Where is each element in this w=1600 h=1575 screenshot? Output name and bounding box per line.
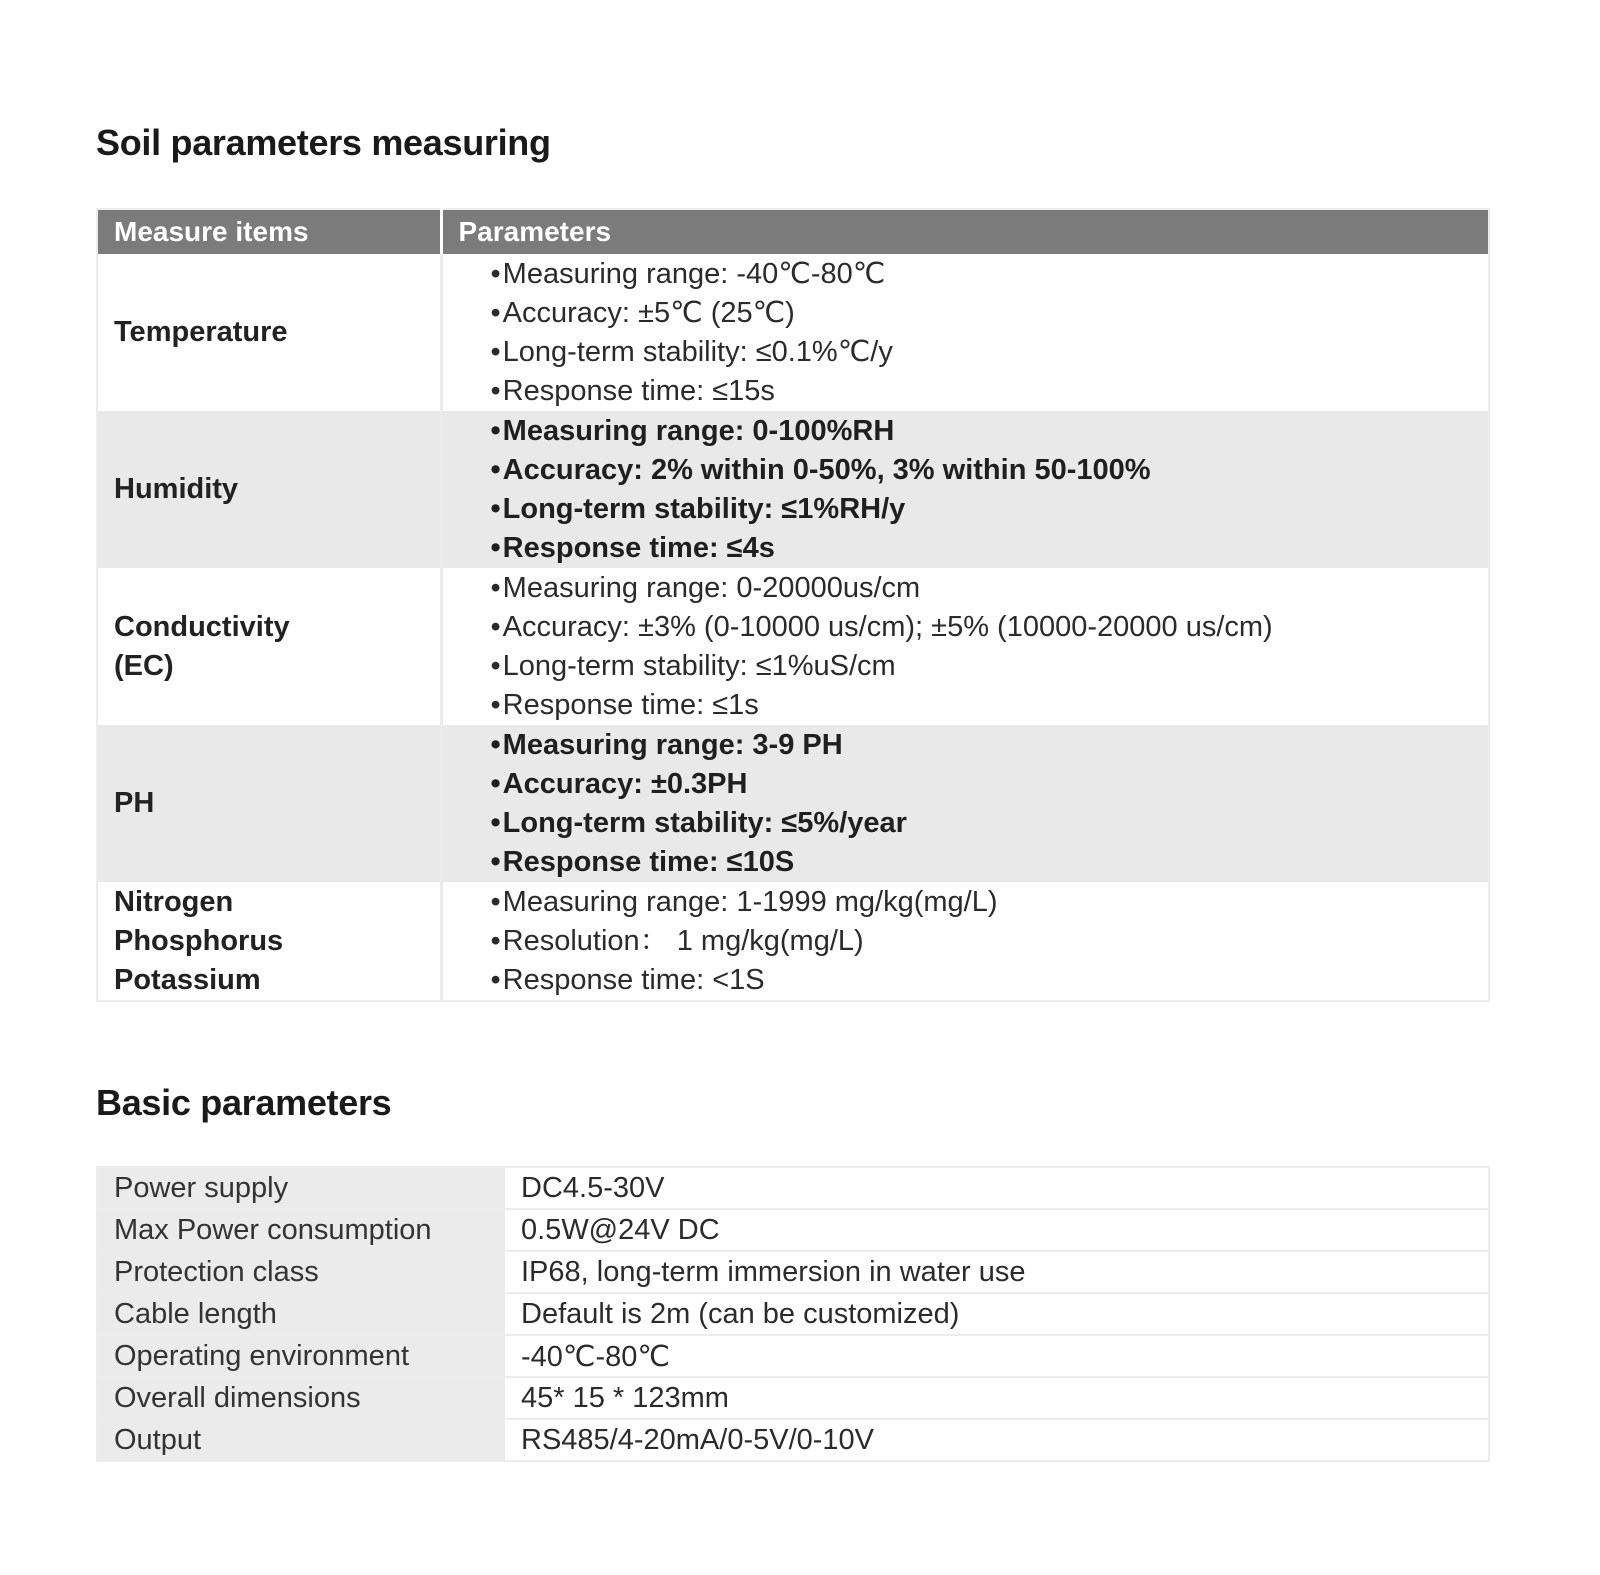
list-item: •Accuracy: ±0.3PH [490, 767, 748, 800]
parameter-list [443, 412, 1489, 568]
list-item: •Response time: ≤10S [490, 845, 795, 878]
bullet-icon: • [490, 414, 501, 447]
table-row-ph [97, 725, 1489, 882]
table-header-row [97, 209, 1489, 254]
bullet-icon: • [490, 963, 501, 996]
list-item: •Long-term stability: ≤1%uS/cm [490, 649, 896, 682]
list-item: •Long-term stability: ≤1%RH/y [490, 492, 906, 525]
bullet-icon: • [490, 531, 501, 564]
measure-item-name: Conductivity (EC) [114, 610, 290, 682]
table-row-humidity [97, 411, 1489, 568]
bullet-icon: • [490, 492, 501, 525]
param-label: Operating environment [97, 1335, 505, 1377]
soil-section-title: Soil parameters measuring [96, 122, 551, 163]
soil-parameters-table [96, 208, 1490, 1002]
bullet-icon: • [490, 257, 501, 290]
param-label: Cable length [97, 1293, 505, 1335]
list-item: •Long-term stability: ≤0.1%℃/y [490, 335, 893, 368]
list-item: •Measuring range: 0-100%RH [490, 414, 895, 447]
bullet-icon: • [490, 845, 501, 878]
table-row [97, 1167, 1489, 1209]
table-row [97, 1335, 1489, 1377]
param-label: Protection class [97, 1251, 505, 1293]
basic-section-title: Basic parameters [96, 1082, 392, 1123]
list-item: •Measuring range: -40℃-80℃ [490, 257, 886, 290]
bullet-icon: • [490, 688, 501, 721]
param-value: Default is 2m (can be customized) [505, 1293, 1489, 1335]
measure-item-name: Humidity [114, 473, 239, 505]
bullet-icon: • [490, 924, 501, 957]
list-item: •Accuracy: 2% within 0-50%, 3% within 50-100% [490, 453, 1151, 486]
list-item: •Response time: ≤1s [490, 688, 759, 721]
param-label: Max Power consumption [97, 1209, 505, 1251]
param-label: Overall dimensions [97, 1377, 505, 1419]
table-row [97, 1293, 1489, 1335]
table-row [97, 1419, 1489, 1461]
list-item: •Response time: <1S [490, 963, 765, 996]
table-row [97, 1377, 1489, 1419]
list-item: •Measuring range: 0-20000us/cm [490, 571, 921, 604]
param-value: DC4.5-30V [505, 1167, 1489, 1209]
list-item: •Resolution： 1 mg/kg(mg/L) [490, 924, 864, 957]
param-value: -40℃-80℃ [505, 1335, 1489, 1377]
parameter-list [443, 726, 1489, 882]
parameter-list [443, 883, 1489, 1000]
list-item: •Response time: ≤4s [490, 531, 775, 564]
bullet-icon: • [490, 728, 501, 761]
bullet-icon: • [490, 885, 501, 918]
list-item: •Long-term stability: ≤5%/year [490, 806, 907, 839]
header-parameters: Parameters [441, 209, 1489, 254]
param-value: IP68, long-term immersion in water use [505, 1251, 1489, 1293]
param-value: 45* 15 * 123mm [505, 1377, 1489, 1419]
header-measure-items: Measure items [97, 209, 441, 254]
table-row-conductivity [97, 568, 1489, 725]
table-row [97, 1251, 1489, 1293]
list-item: •Measuring range: 3-9 PH [490, 728, 843, 761]
table-row-npk [97, 882, 1489, 1001]
table-row-temperature [97, 254, 1489, 411]
bullet-icon: • [490, 453, 501, 486]
param-value: RS485/4-20mA/0-5V/0-10V [505, 1419, 1489, 1461]
bullet-icon: • [490, 296, 501, 329]
basic-parameters-table [96, 1166, 1490, 1462]
param-label: Power supply [97, 1167, 505, 1209]
bullet-icon: • [490, 806, 501, 839]
measure-item-name: Nitrogen Phosphorus Potassium [114, 885, 284, 996]
bullet-icon: • [490, 335, 501, 368]
bullet-icon: • [490, 374, 501, 407]
list-item: •Accuracy: ±3% (0-10000 us/cm); ±5% (10000-20000 us/cm) [490, 610, 1273, 643]
param-label: Output [97, 1419, 505, 1461]
parameter-list [443, 255, 1489, 411]
list-item: •Accuracy: ±5℃ (25℃) [490, 296, 795, 329]
bullet-icon: • [490, 571, 501, 604]
parameter-list [443, 569, 1489, 725]
measure-item-name: PH [114, 787, 155, 819]
bullet-icon: • [490, 649, 501, 682]
bullet-icon: • [490, 610, 501, 643]
param-value: 0.5W@24V DC [505, 1209, 1489, 1251]
measure-item-name: Temperature [114, 316, 288, 348]
list-item: •Measuring range: 1-1999 mg/kg(mg/L) [490, 885, 998, 918]
bullet-icon: • [490, 767, 501, 800]
table-row [97, 1209, 1489, 1251]
list-item: •Response time: ≤15s [490, 374, 775, 407]
